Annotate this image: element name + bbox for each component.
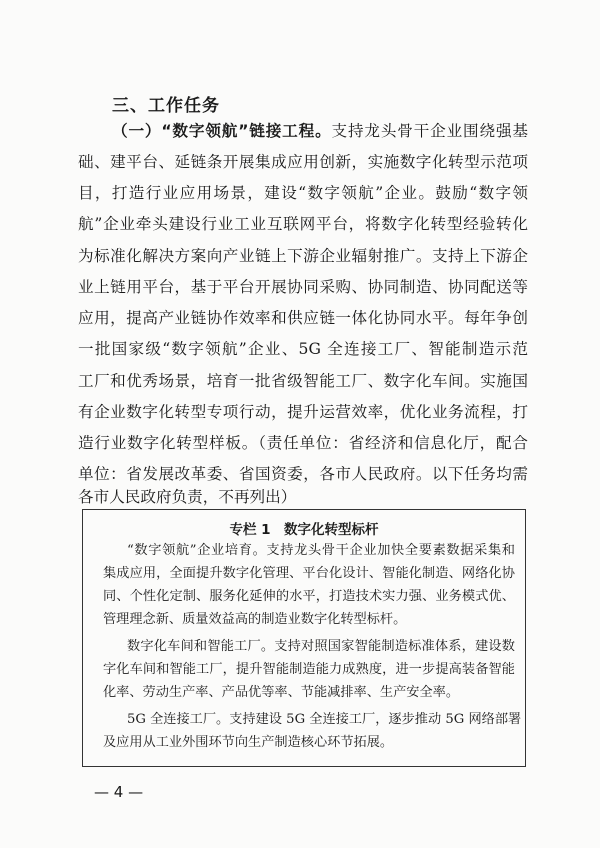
column-box-line: 字化车间和智能工厂，提升智能制造能力成熟度，进一步提高装备智能 [103,662,515,677]
paragraph-line: 为标准化解决方案向产业链上下游企业辐射推广。支持上下游企 [78,247,528,265]
section-heading: 三、工作任务 [112,96,220,116]
column-box-line: 管理理念新、质量效益高的制造业数字化转型标杆。 [103,612,407,627]
paragraph-line [112,124,528,140]
column-box [82,509,526,767]
paragraph-line: 造行业数字化转型样板。（责任单位：省经济和信息化厅，配合 [78,434,528,452]
column-box-line: 5G 全连接工厂。支持建设 5G 全连接工厂，逐步推动 5G 网络部署 [127,712,522,727]
paragraph-line: 础、建平台、延链条开展集成应用创新，实施数字化转型示范项 [78,153,528,171]
column-box-line: 同、个性化定制、服务化延伸的水平，打造技术实力强、业务模式优、 [103,589,515,604]
column-box-line: 数字化车间和智能工厂。支持对照国家智能制造标准体系，建设数 [127,639,515,654]
column-box-title: 专栏 1 数字化转型标杆 [229,522,379,538]
page-number: — 4 — [94,783,144,801]
column-box-line: 集成应用，全面提升数字化管理、平台化设计、智能化制造、网络化协 [103,566,515,581]
paragraph-line: 工厂和优秀场景，培育一批省级智能工厂、数字化车间。实施国 [78,372,528,390]
paragraph-line: 单位：省发展改革委、省国资委，各市人民政府。以下任务均需 [78,465,528,483]
column-box-line: “数字领航”企业培育。支持龙头骨干企业加快全要素数据采集和 [127,543,515,558]
column-box-line: 及应用从工业外围环节向生产制造核心环节拓展。 [103,735,394,750]
paragraph-lead: （一）“数字领航”链接工程。 [112,122,332,140]
paragraph-line: 应用，提高产业链协作效率和供应链一体化协同水平。每年争创 [78,309,528,327]
paragraph-lead-rest: 支持龙头骨干企业围绕强基 [331,122,528,140]
column-box-line: 化率、劳动生产率、产品优等率、节能减排率、生产安全率。 [103,685,460,700]
paragraph-line: 各市人民政府负责，不再列出） [78,488,297,506]
paragraph-line: 一批国家级“数字领航”企业、5G 全连接工厂、智能制造示范 [78,340,528,358]
paragraph-line: 航”企业牵头建设行业工业互联网平台，将数字化转型经验转化 [78,215,528,233]
paragraph-line: 业上链用平台，基于平台开展协同采购、协同制造、协同配送等 [78,278,528,296]
paragraph-line: 目，打造行业应用场景，建设“数字领航”企业。鼓励“数字领 [78,184,528,202]
paragraph-line: 有企业数字化转型专项行动，提升运营效率，优化业务流程，打 [78,403,528,421]
